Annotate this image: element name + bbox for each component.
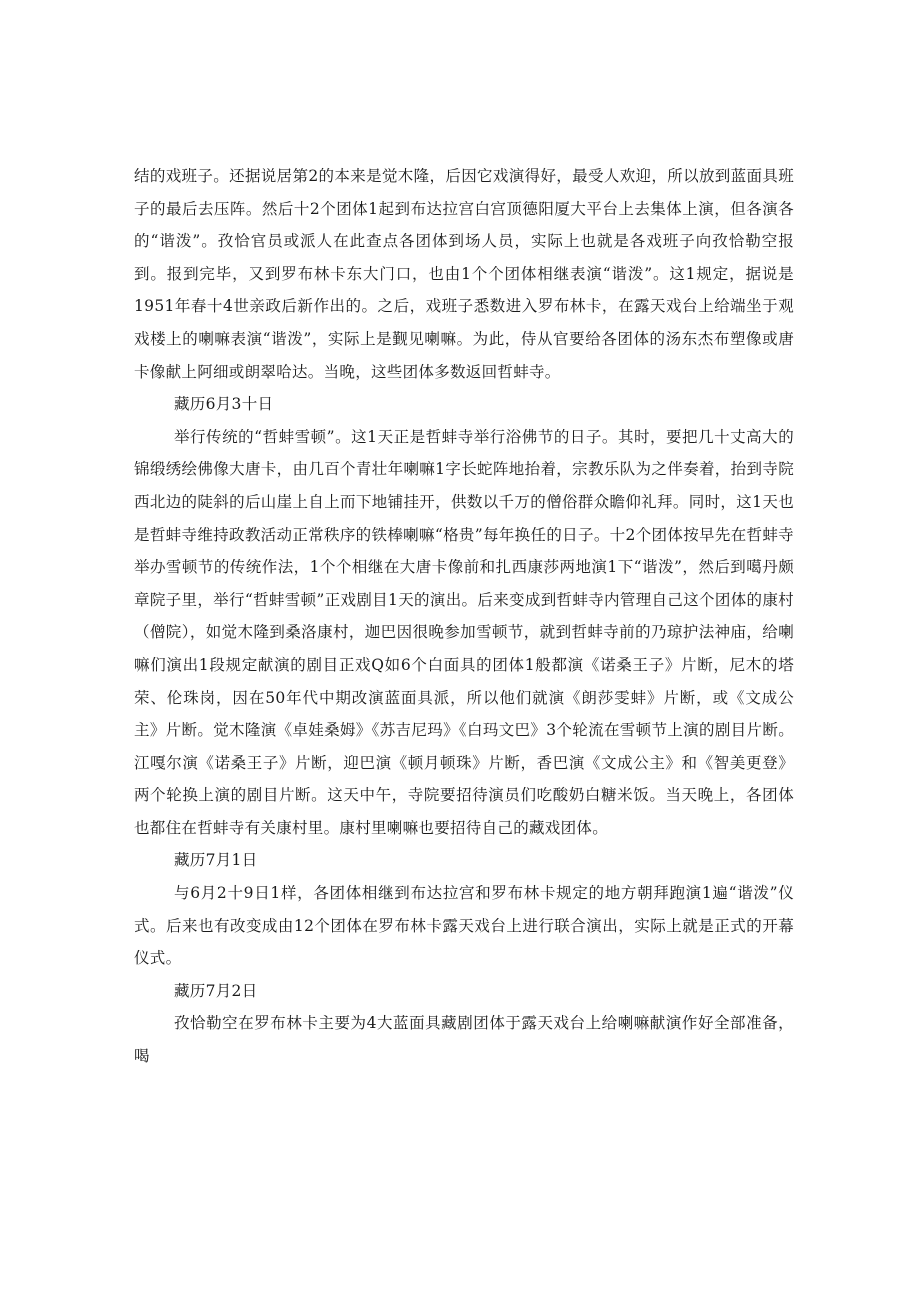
date-heading-7-2: 藏历7月2日 (174, 981, 258, 1000)
body-paragraph-4: 孜恰勒空在罗布林卡主要为4大蓝面具藏剧团体于露天戏台上给喇嘛献演作好全部准备，喝 (134, 1014, 794, 1066)
body-paragraph-3: 与6月2十9日1样，各团体相继到布达拉宫和罗布林卡规定的地方朝拜跑演1遍“谐泼”仪式。后来也有改变成由12个团体在罗布林卡露天戏台上进行联合演出，实际上就是正式的开幕仪式。 (134, 884, 794, 968)
body-paragraph-2: 举行传统的“哲蚌雪顿”。这1天正是哲蚌寺举行浴佛节的日子。其时，要把几十丈高大的锦缎绣绘佛像大唐卡，由几百个青壮年喇嘛1字长蛇阵地抬着，宗教乐队为之伴奏着，抬到寺院西北边的陡斜的后山崖上自上而下地铺挂开，供数以千万的僧俗群众瞻仰礼拜。同时，这1天也是哲蚌寺维持政教活动正常秩序的铁棒喇嘛“格贵”每年换任的日子。十2个团体按早先在哲蚌寺举办雪顿节的传统作法，1个个相继在大唐卡像前和扎西康莎两地演1下“谐泼”，然后到噶丹颇章院子里，举行“哲蚌雪顿”正戏剧目1天的演出。后来变成到哲蚌寺内管理自己这个团体的康村（僧院），如觉木隆到桑洛康村，迦巴因很晚参加雪顿节，就到哲蚌寺前的乃琼护法神庙，给喇嘛们演出1段规定献演的剧目正戏Q如6个白面具的团体1般都演《诺桑王子》片断，尼木的塔荣、伦珠岗，因在50年代中期改演蓝面具派，所以他们就演《朗莎雯蚌》片断，或《文成公主》片断。觉木隆演《卓娃桑姆》《苏吉尼玛》《白玛文巴》3个轮流在雪顿节上演的剧目片断。江嘎尔演《诺桑王子》片断，迎巴演《顿月顿珠》片断，香巴演《文成公主》和《智美更登》两个轮换上演的剧目片断。这天中午，寺院要招待演员们吃酸奶白糖米饭。当天晚上，各团体也都住在哲蚌寺有关康村里。康村里喇嘛也要招待自己的藏戏团体。 (134, 427, 794, 837)
document-page (134, 160, 794, 1073)
body-paragraph-1: 结的戏班子。还据说居第2的本来是觉木隆，后因它戏演得好，最受人欢迎，所以放到蓝面具班子的最后去压阵。然后十2个团体1起到布达拉宫白宫顶德阳厦大平台上去集体上演，但各演各的“谐泼”。孜恰官员或派人在此查点各团体到场人员，实际上也就是各戏班子向孜恰勒空报到。报到完毕，又到罗布林卡东大门口，也由1个个团体相继表演“谐泼”。这1规定，据说是1951年春十4世亲政后新作出的。之后，戏班子悉数进入罗布林卡，在露天戏台上给端坐于观戏楼上的喇嘛表演“谐泼”，实际上是觐见喇嘛。为此，侍从官要给各团体的汤东杰布塑像或唐卡像献上阿细或朗翠哈达。当晚，这些团体多数返回哲蚌寺。 (134, 167, 794, 381)
date-heading-6-30: 藏历6月3十日 (174, 395, 274, 414)
date-heading-7-1: 藏历7月1日 (174, 851, 258, 870)
